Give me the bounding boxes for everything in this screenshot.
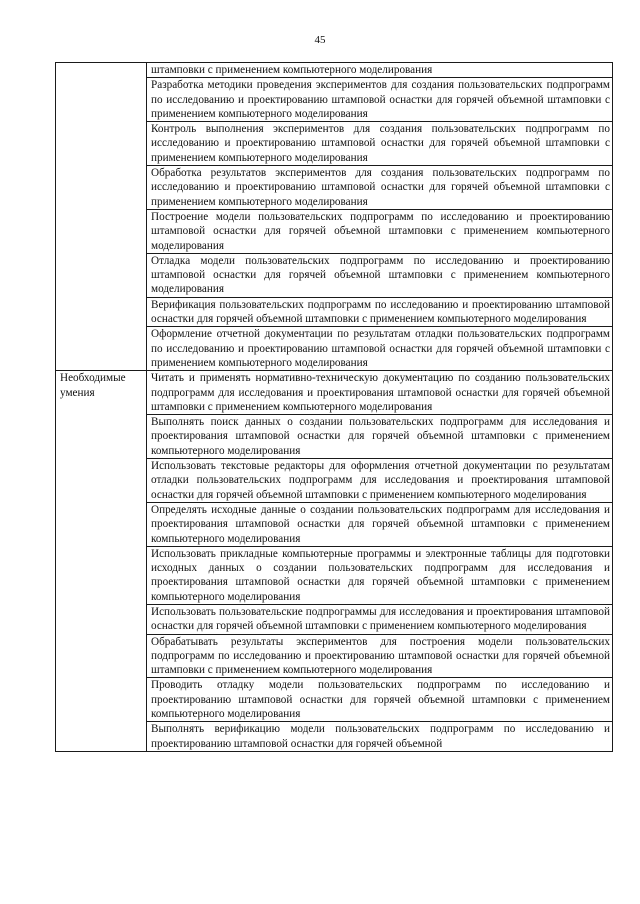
table-cell: Выполнять поиск данных о создании пользовательских подпрограмм для исследования и проектирования штамповой оснастки для горячей объемной штамповки с применением компьютерного моделирования [147, 415, 613, 459]
row-label-empty [56, 63, 147, 371]
page-number: 45 [314, 34, 326, 46]
table-cell: Обработка результатов экспериментов для создания пользовательских подпрограмм по исследованию и проектированию штамповой оснастки для горячей объемной штамповки с применением компьютерного моделирования [147, 166, 613, 210]
table-cell: Оформление отчетной документации по результатам отладки пользовательских подпрограмм по исследованию и проектированию штамповой оснастки для горячей объемной штамповки с применением компьютерного моделирования [147, 327, 613, 371]
row-label-skills: Необходимые умения [56, 371, 147, 752]
table-cell: Отладка модели пользовательских подпрограмм по исследованию и проектированию штамповой оснастки для горячей объемной штамповки с применением компьютерного моделирования [147, 253, 613, 297]
table-cell: Выполнять верификацию модели пользовательских подпрограмм по исследованию и проектированию штамповой оснастки для горячей объемной [147, 722, 613, 752]
table-cell: Разработка методики проведения экспериментов для создания пользовательских подпрограмм по исследованию и проектированию штамповой оснастки для горячей объемной штамповки с применением компьютерного моделирования [147, 78, 613, 122]
table-row [56, 371, 613, 415]
table-row [56, 63, 613, 78]
table-cell: Определять исходные данные о создании пользовательских подпрограмм для исследования и проектирования штамповой оснастки для горячей объемной штамповки с применением компьютерного моделирования [147, 502, 613, 546]
table-cell: Обрабатывать результаты экспериментов для построения модели пользовательских подпрограмм по исследованию и проектированию штамповой оснастки для горячей объемной штамповки с применением компьютерного моделирования [147, 634, 613, 678]
table-cell: Построение модели пользовательских подпрограмм по исследованию и проектированию штамповой оснастки для горячей объемной штамповки с применением компьютерного моделирования [147, 209, 613, 253]
table-cell: Использовать пользовательские подпрограммы для исследования и проектирования штамповой оснастки для горячей объемной штамповки с применением компьютерного моделирования [147, 604, 613, 634]
table-cell: Контроль выполнения экспериментов для создания пользовательских подпрограмм по исследованию и проектированию штамповой оснастки для горячей объемной штамповки с применением компьютерного моделирования [147, 122, 613, 166]
table-cell: штамповки с применением компьютерного моделирования [147, 63, 613, 78]
table-cell: Использовать текстовые редакторы для оформления отчетной документации по результатам отладки пользовательских подпрограмм для исследования и проектирования штамповой оснастки для горячей объемной штамповки с применением компьютерного моделирования [147, 459, 613, 503]
table-cell: Читать и применять нормативно-техническую документацию по созданию пользовательских подпрограмм для исследования и проектирования штамповой оснастки для горячей объемной штамповки с применением компьютерного моделирования [147, 371, 613, 415]
table-cell: Использовать прикладные компьютерные программы и электронные таблицы для подготовки исходных данных о создании пользовательских подпрограмм для исследования и проектирования штамповой оснастки для горячей объемной штамповки с применением компьютерного моделирования [147, 546, 613, 604]
table-cell: Проводить отладку модели пользовательских подпрограмм по исследованию и проектированию штамповой оснастки для горячей объемной штамповки с применением компьютерного моделирования [147, 678, 613, 722]
competency-table [55, 62, 613, 752]
table-cell: Верификация пользовательских подпрограмм по исследованию и проектированию штамповой оснастки для горячей объемной штамповки с применением компьютерного моделирования [147, 297, 613, 327]
